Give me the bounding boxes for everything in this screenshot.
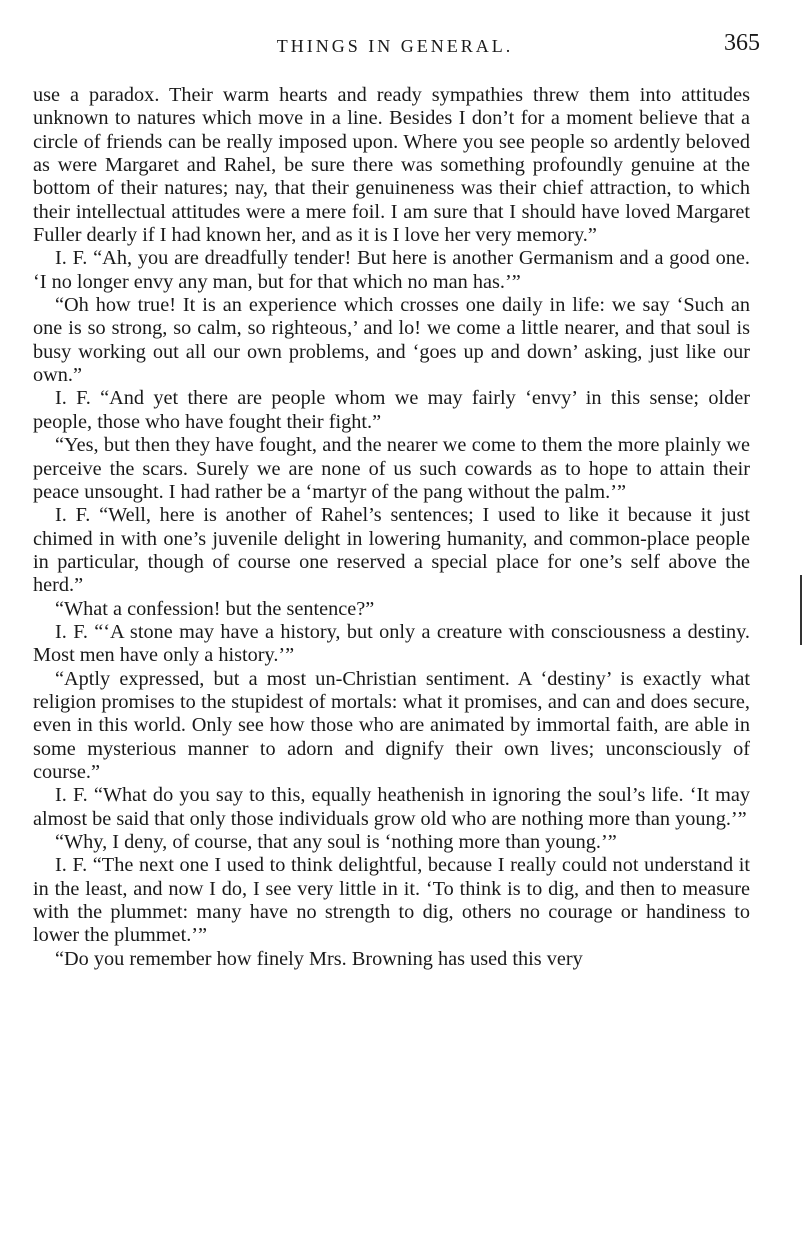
paragraph: I. F. “The next one I used to think delightful, because I really could not understand it in the least, and now I do, I see very little in it. ‘To think is to dig, and then to measure with the plummet: many have no strength to dig, others no courage or handiness to lower the plummet.’” [33, 854, 750, 947]
running-title: THINGS IN GENERAL. [276, 36, 514, 56]
page-number: 365 [724, 30, 760, 56]
paragraph: I. F. “And yet there are people whom we may fairly ‘envy’ in this sense; older people, those who have fought their fight.” [33, 387, 750, 433]
paragraph: “Do you remember how finely Mrs. Browning has used this very [55, 947, 583, 970]
body-text [33, 84, 750, 971]
paragraph: I. F. “Well, here is another of Rahel’s sentences; I used to like it because it just chimed in with one’s juvenile delight in lowering humanity, and common-place people in particular, though of course one reserved a special place for one’s self above the herd.” [33, 504, 750, 597]
paragraph: I. F. “What do you say to this, equally heathenish in ignoring the soul’s life. ‘It may almost be said that only those individuals grow old who are nothing more than young.’” [33, 784, 750, 830]
paragraph: “Why, I deny, of course, that any soul is ‘nothing more than young.’” [55, 831, 617, 853]
page-edge-mark [800, 575, 802, 645]
paragraph: use a paradox. Their warm hearts and ready sympathies threw them into attitudes unknown to natures which move in a line. Besides I don’t for a moment believe that a circle of friends can be really imposed upon. Where you see people so ardently beloved as were Margaret and Rahel, be sure there was something profoundly genuine at the bottom of their natures; nay, that their genuineness was their chief attraction, to which their intellectual attitudes were a mere foil. I am sure that I should have loved Margaret Fuller dearly if I had known her, and as it is I love her very memory.” [33, 84, 750, 247]
paragraph: “Aptly expressed, but a most un-Christian sentiment. A ‘destiny’ is exactly what religion promises to the stupidest of mortals: what it promises, and can and does secure, even in this world. Only see how those who are animated by immortal faith, are able in some mysterious manner to adorn and dignify their own lives; unconsciously of course.” [33, 667, 750, 783]
paragraph: “What a confession! but the sentence?” [55, 597, 375, 620]
running-head [30, 30, 760, 64]
paragraph: I. F. “‘A stone may have a history, but only a creature with consciousness a destiny. Most men have only a history.’” [33, 620, 750, 667]
paragraph: “Yes, but then they have fought, and the nearer we come to them the more plainly we perceive the scars. Surely we are none of us such cowards as to hope to attain their peace unsought. I had rather be a ‘martyr of the pang without the palm.’” [33, 434, 750, 503]
paragraph: “Oh how true! It is an experience which crosses one daily in life: we say ‘Such an one is so strong, so calm, so righteous,’ and lo! we come a little nearer, and that soul is busy working out all our own problems, and ‘goes up and down’ asking, just like our own.” [33, 294, 750, 387]
paragraph: I. F. “Ah, you are dreadfully tender! But here is another Germanism and a good one. ‘I no longer envy any man, but for that which no man has.’” [33, 247, 750, 293]
